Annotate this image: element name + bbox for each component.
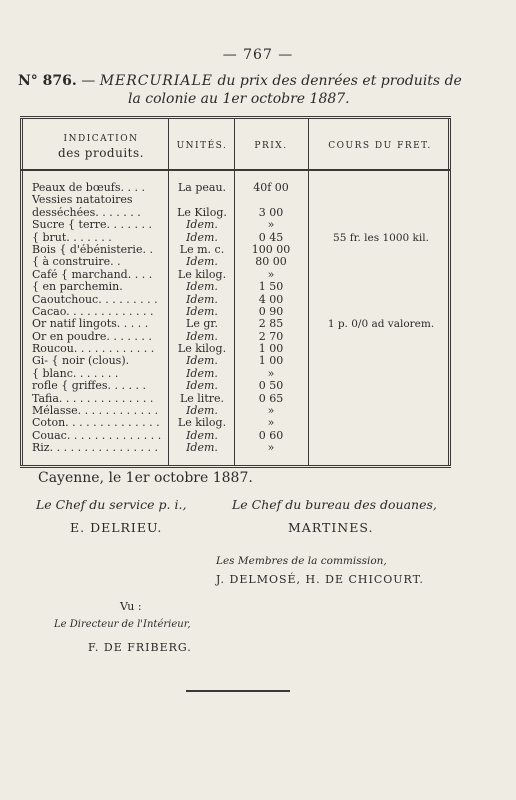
table-row <box>20 343 451 355</box>
price-cell: 100 00 <box>251 242 291 256</box>
product-cell: Couac. . . . . . . . . . . . . . <box>32 429 162 442</box>
product-cell: Peaux de bœufs. . . . <box>32 182 146 194</box>
vu-label: Vu : <box>120 600 142 613</box>
unit-cell: Idem. <box>186 292 218 306</box>
left-signatory-name: E. DELRIEU. <box>70 520 163 535</box>
header-products <box>28 134 174 160</box>
header-products-bottom: des produits. <box>58 146 144 160</box>
bottom-rule <box>186 690 290 692</box>
table-row <box>20 393 451 405</box>
unit-cell: Le m. c. <box>179 242 225 256</box>
product-cell: Cacao. . . . . . . . . . . . . <box>32 305 154 318</box>
price-cell: 40f 00 <box>253 181 289 194</box>
table-row <box>20 417 451 429</box>
unit-cell: Le litre. <box>179 391 225 405</box>
table-row <box>20 380 451 392</box>
header-units: UNITÉS. <box>176 141 228 151</box>
title-dash: — <box>81 73 96 89</box>
unit-cell: Le Kilog. <box>177 205 227 219</box>
unit-cell: Idem. <box>186 379 218 393</box>
product-cell: { brut. . . . . . . <box>32 231 112 244</box>
right-signatory-role: Le Chef du bureau des douanes, <box>232 497 437 512</box>
price-cell: » <box>267 267 275 281</box>
unit-cell: Idem. <box>186 441 218 455</box>
table-row <box>20 219 451 231</box>
unit-cell: Idem. <box>186 280 218 294</box>
table-row <box>20 442 451 454</box>
table-row <box>20 405 451 417</box>
document-title <box>18 72 498 108</box>
price-cell: » <box>267 218 275 232</box>
product-cell: { en parchemin. <box>32 281 123 294</box>
decree-number: N° 876. <box>18 73 77 89</box>
table-row <box>20 269 451 281</box>
table-row <box>20 207 451 219</box>
table-row <box>20 318 451 330</box>
table-row <box>20 368 451 380</box>
price-cell: » <box>267 441 275 455</box>
price-cell: 0 60 <box>258 428 284 442</box>
page-number: — 767 — <box>222 47 294 63</box>
price-cell: 0 45 <box>258 230 284 244</box>
price-table <box>20 116 451 468</box>
table-row <box>20 244 451 256</box>
table-row <box>20 355 451 367</box>
price-cell: 4 00 <box>258 292 284 306</box>
product-cell: Caoutchouc. . . . . . . . . <box>32 293 158 306</box>
product-cell: Or natif lingots. . . . . <box>32 318 149 331</box>
director-role: Le Directeur de l'Intérieur, <box>54 619 191 630</box>
product-cell: Coton. . . . . . . . . . . . . . <box>32 417 160 430</box>
price-cell: 0 90 <box>258 304 284 318</box>
table-row <box>20 182 451 194</box>
unit-cell: Le gr. <box>186 317 218 331</box>
unit-cell: Idem. <box>186 354 218 368</box>
header-price: PRIX. <box>254 141 288 151</box>
price-cell: 2 70 <box>258 329 284 343</box>
table-row <box>20 430 451 442</box>
product-cell: { blanc. . . . . . . <box>32 367 119 380</box>
commission-role: Les Membres de la commission, <box>216 555 387 567</box>
product-cell: Bois { d'ébénisterie. . <box>32 243 153 256</box>
product-cell: Sucre { terre. . . . . . . <box>32 219 152 232</box>
table-body <box>20 182 451 455</box>
unit-cell: Idem. <box>186 428 218 442</box>
product-cell: Vessies natatoires <box>32 194 133 207</box>
product-cell: Mélasse. . . . . . . . . . . . <box>32 405 159 418</box>
unit-cell: La peau. <box>177 181 227 194</box>
unit-cell: Le kilog. <box>177 267 227 281</box>
product-cell: Tafia. . . . . . . . . . . . . . <box>32 392 154 405</box>
title-line-2: la colonie au 1er octobre 1887. <box>128 91 350 107</box>
table-row <box>20 306 451 318</box>
product-cell: rofle { griffes. . . . . . <box>32 380 146 393</box>
right-signatory-name: MARTINES. <box>288 520 374 535</box>
price-cell: » <box>267 416 275 430</box>
title-line-1 <box>18 72 498 90</box>
product-cell: Café { marchand. . . . <box>32 268 153 281</box>
freight-cell: 55 fr. les 1000 kil. <box>333 231 429 244</box>
unit-cell: Idem. <box>186 255 218 269</box>
date-line: Cayenne, le 1er octobre 1887. <box>38 470 253 486</box>
director-name: F. DE FRIBERG. <box>88 641 192 654</box>
price-cell: 0 50 <box>258 379 284 393</box>
unit-cell: Idem. <box>186 230 218 244</box>
unit-cell: Idem. <box>186 218 218 232</box>
product-cell: Roucou. . . . . . . . . . . . <box>32 343 155 356</box>
commission-names: J. DELMOSÉ, H. DE CHICOURT. <box>216 573 424 586</box>
unit-cell: Idem. <box>186 366 218 380</box>
table-row <box>20 256 451 268</box>
table-row <box>20 331 451 343</box>
table-row <box>20 294 451 306</box>
header-freight: COURS DU FRET. <box>328 141 432 151</box>
title-word: MERCURIALE <box>99 73 213 89</box>
unit-cell: Idem. <box>186 329 218 343</box>
product-cell: desséchées. . . . . . . <box>32 206 141 219</box>
product-cell: { à construire. . <box>32 256 121 269</box>
table-row <box>20 281 451 293</box>
table-row <box>20 194 451 206</box>
unit-cell: Idem. <box>186 304 218 318</box>
left-signatory-role: Le Chef du service p. i., <box>36 497 187 512</box>
price-cell: 80 00 <box>255 255 287 269</box>
freight-cell: 1 p. 0/0 ad valorem. <box>327 318 435 331</box>
product-cell: Gi- { noir (clous). <box>32 355 130 368</box>
table-row <box>20 232 451 244</box>
product-cell: Riz. . . . . . . . . . . . . . . . <box>32 442 158 455</box>
price-cell: 3 00 <box>258 205 284 219</box>
price-cell: 0 65 <box>258 391 284 405</box>
price-cell: 1 50 <box>258 280 284 294</box>
unit-cell: Idem. <box>186 404 218 418</box>
title-rest: du prix des denrées et produits de <box>217 73 462 89</box>
unit-cell: Le kilog. <box>177 416 227 430</box>
price-cell: » <box>267 404 275 418</box>
product-cell: Or en poudre. . . . . . . <box>32 330 152 343</box>
header-products-top: INDICATION <box>63 134 139 144</box>
price-cell: 1 00 <box>258 354 284 368</box>
unit-cell: Le kilog. <box>177 342 227 356</box>
header-rule <box>20 169 451 171</box>
price-cell: 2 85 <box>258 317 284 331</box>
price-cell: » <box>267 366 275 380</box>
price-cell: 1 00 <box>258 342 284 356</box>
